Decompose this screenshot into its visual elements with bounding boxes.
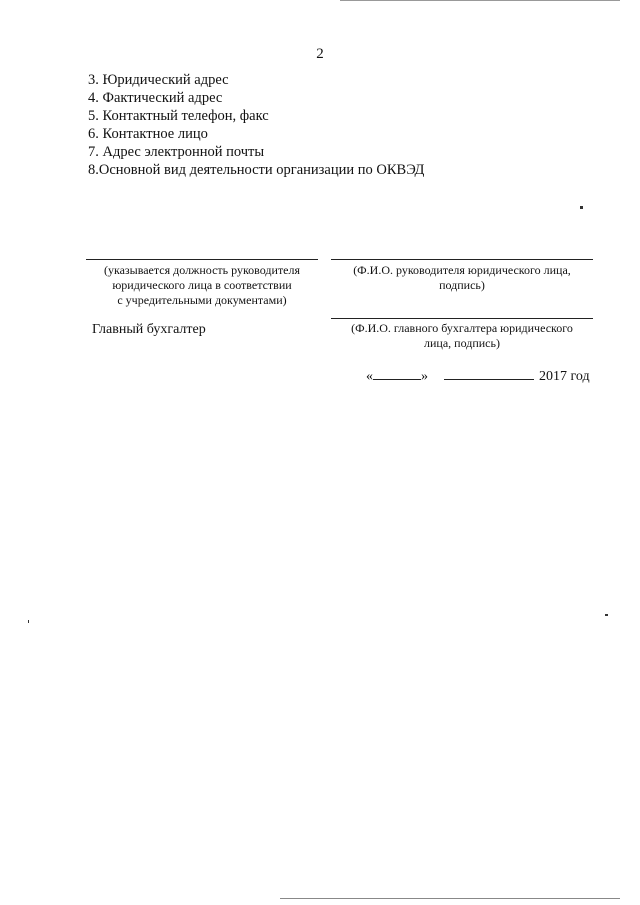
field-email: 7. Адрес электронной почты [88, 144, 265, 160]
field-phone-fax: 5. Контактный телефон, факс [88, 108, 269, 124]
scan-border-top [340, 0, 620, 1]
accountant-signature-line [331, 318, 593, 319]
day-blank [373, 366, 421, 380]
accountant-caption: (Ф.И.О. главного бухгалтера юридического лица, подпись) [351, 321, 573, 350]
date-year: 2017 год [539, 369, 590, 384]
field-okved: 8.Основной вид деятельности организации по ОКВЭД [88, 162, 425, 178]
scan-border-bottom [280, 898, 620, 899]
page-number: 2 [316, 46, 324, 62]
position-signature-line [86, 259, 318, 260]
accountant-label: Главный бухгалтер [92, 322, 206, 337]
date-row [366, 366, 590, 385]
field-legal-address: 3. Юридический адрес [88, 72, 229, 88]
scan-mark [605, 614, 608, 616]
month-blank [444, 366, 534, 380]
field-actual-address: 4. Фактический адрес [88, 90, 223, 106]
scan-mark [580, 206, 583, 209]
date-open-quote: « [366, 369, 373, 384]
head-caption: (Ф.И.О. руководителя юридического лица, подпись) [353, 263, 571, 292]
position-caption: (указывается должность руководителя юридического лица в соответствии с учредительными документами) [103, 263, 301, 307]
date-close-quote: » [421, 369, 428, 384]
field-list [88, 71, 424, 179]
scan-mark [28, 620, 29, 623]
head-signature-line [331, 259, 593, 260]
field-contact-person: 6. Контактное лицо [88, 126, 208, 142]
